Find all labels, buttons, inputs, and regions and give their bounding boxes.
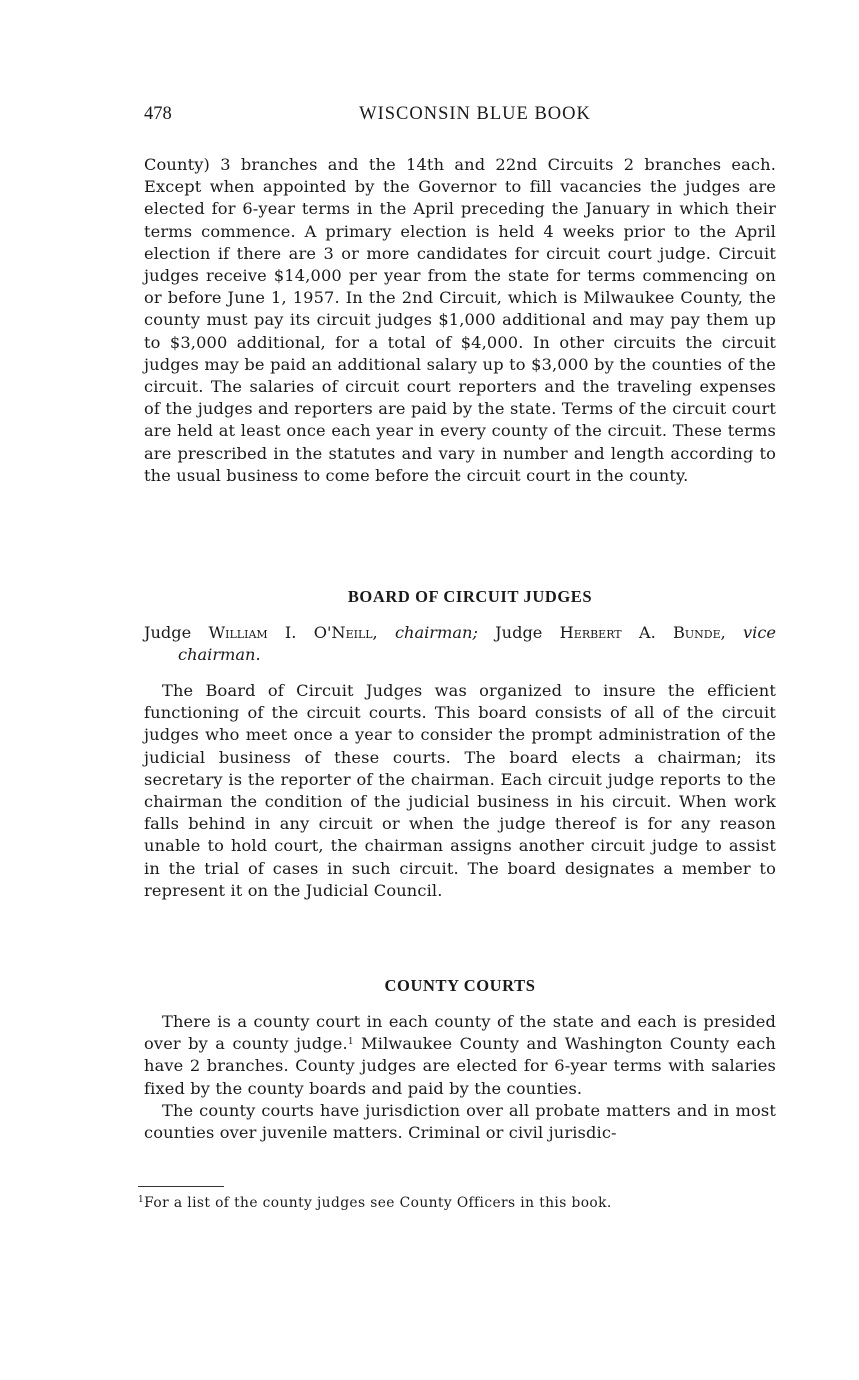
judge-2-role-part-1: vice: [743, 623, 776, 642]
footnote-text: For a list of the county judges see County Officers in this book.: [144, 1195, 612, 1211]
judge-2-name: Herbert A. Bunde,: [559, 623, 726, 642]
footnote-marker: 1: [138, 1195, 145, 1205]
county-paragraph-1-part-2: Milwaukee County and Washington County each have 2 branches. County judges are elected for 6-year terms with salaries fixed by the county boards and paid by the counties.: [144, 1034, 776, 1098]
judge-2-role-part-2: chairman.: [178, 645, 261, 665]
county-courts-block: [144, 1011, 776, 1144]
continued-paragraph: County) 3 branches and the 14th and 22nd Circuits 2 branches each. Except when appointed by the Governor to fill vacancies the judges are elected for 6-year terms in the April preceding the January in which their terms commence. A primary election is held 4 weeks prior to the April election if there are 3 or more candidates for circuit court judge. Circuit judges receive $14,000 per year from the state for terms commencing on or before June 1, 1957. In the 2nd Circuit, which is Milwaukee County, the county must pay its circuit judges $1,000 additional and may pay them up to $3,000 additional, for a total of $4,000. In other circuits the circuit judges may be paid an additional salary up to $3,000 by the counties of the circuit. The salaries of circuit court reporters and the traveling expenses of the judges and reporters are paid by the state. Terms of the circuit court are held at least once each year in every county of the circuit. These terms are prescribed in the statutes and vary in number and length according to the usual business to come before the circuit court in the county.: [144, 155, 776, 485]
running-head: [144, 104, 776, 130]
board-officers-line-2: [144, 644, 776, 666]
county-paragraph-2: The county courts have jurisdiction over all probate matters and in most counties over juvenile matters. Criminal or civil jurisdic-: [144, 1100, 776, 1143]
judge-1-role: chairman;: [394, 623, 478, 642]
judge-2-prefix: Judge: [495, 623, 543, 642]
board-officers: [144, 622, 776, 666]
continued-paragraph-block: [144, 154, 776, 487]
judge-1-name: William I. O'Neill,: [208, 623, 378, 642]
footnote: [138, 1193, 778, 1213]
board-paragraph-block: [144, 680, 776, 902]
book-title: WISCONSIN BLUE BOOK: [359, 104, 591, 124]
footnote-reference[interactable]: 1: [347, 1037, 354, 1048]
section-heading-board-of-circuit-judges: BOARD OF CIRCUIT JUDGES: [347, 587, 593, 606]
county-paragraph-1: [144, 1011, 776, 1100]
county-paragraph-1-part-1: There is a county court in each county of the state and each is presided over by a county judge.: [144, 1012, 776, 1054]
section-heading-county-courts: COUNTY COURTS: [384, 976, 536, 995]
judge-1-prefix: Judge: [144, 623, 192, 642]
footnote-rule: [138, 1186, 224, 1187]
board-paragraph: The Board of Circuit Judges was organized to insure the efficient functioning of the circuit courts. This board consists of all of the circuit judges who meet once a year to consider the prompt administration of the judicial business of these courts. The board elects a chairman; its secretary is the reporter of the chairman. Each circuit judge reports to the chairman the condition of the judicial business in his circuit. When work falls behind in any circuit or when the judge thereof is for any reason unable to hold court, the chairman assigns another circuit judge to assist in the trial of cases in such circuit. The board designates a member to represent it on the Judicial Council.: [144, 681, 776, 900]
page-number: 478: [144, 104, 172, 124]
board-officers-line-1: [144, 622, 776, 644]
